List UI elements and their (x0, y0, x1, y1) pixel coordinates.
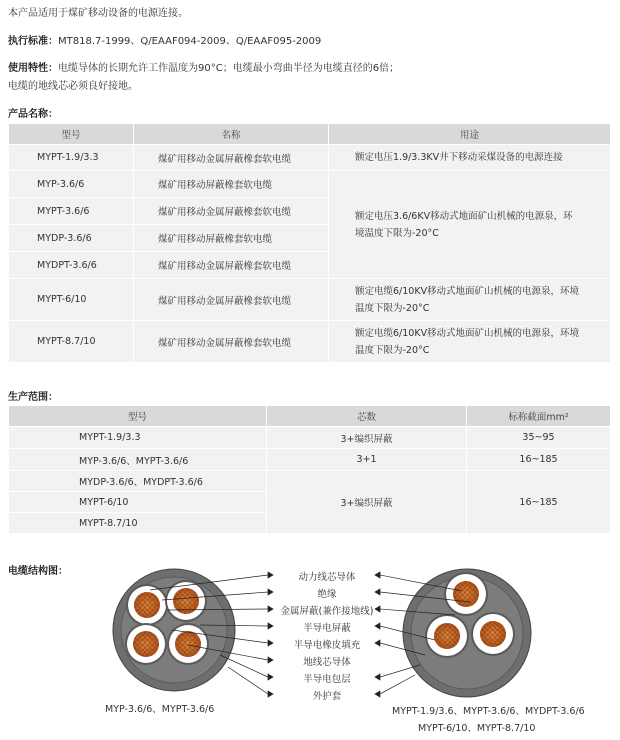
label-semi-conductive-shield: 半导电屏蔽 (303, 623, 351, 634)
cell-model: MYPT-1.9/3.3 (9, 145, 134, 171)
cell-model: MYDP-3.6/6 (9, 225, 134, 252)
cell-model: MYPT-8.7/10 (9, 513, 267, 534)
table-row (9, 145, 611, 171)
table-row (9, 471, 611, 492)
standard-value: MT818.7-1999、Q/EAAF094-2009、Q/EAAF095-2009 (58, 36, 322, 47)
cell-name: 煤矿用移动屏蔽橡套软电缆 (134, 225, 329, 252)
intro-text: 本产品适用于煤矿移动设备的电源连接。 (8, 8, 188, 19)
cell-name: 煤矿用移动屏蔽橡套软电缆 (134, 171, 329, 198)
label-semi-conductive-filler: 半导电橡皮填充 (293, 640, 361, 651)
structure-title: 电缆结构图： (8, 566, 68, 577)
cell-cores: 3+编织屏蔽 (267, 471, 467, 534)
right-cable-cross-section (403, 569, 531, 697)
cell-section: 35~95 (467, 427, 611, 449)
cell-cores: 3+1 (267, 449, 467, 471)
table-row (9, 321, 611, 363)
left-cable-caption: MYP-3.6/6、MYPT-3.6/6 (105, 704, 215, 715)
cell-cores: 3+编织屏蔽 (267, 427, 467, 449)
usage-line (8, 59, 399, 74)
cell-use: 额定电缆6/10KV移动式地面矿山机械的电源泉，环境 温度下限为-20°C (329, 279, 611, 321)
power-core (126, 584, 168, 626)
usage-text-2: 电缆的地线芯必须良好接地。 (8, 81, 138, 92)
label-insulation: 绝缘 (317, 589, 337, 600)
header-use: 用途 (329, 124, 611, 145)
cell-name: 煤矿用移动金属屏蔽橡套软电缆 (134, 321, 329, 363)
cell-model: MYDP-3.6/6、MYDPT-3.6/6 (9, 471, 267, 492)
label-outer-sheath: 外护套 (312, 691, 342, 702)
label-ground-conductor: 地线芯导体 (303, 657, 351, 668)
cell-model: MYPT-6/10 (9, 492, 267, 513)
power-core (125, 623, 167, 665)
table-row (9, 449, 611, 471)
cell-name: 煤矿用移动金属屏蔽橡套软电缆 (134, 145, 329, 171)
table-row (9, 427, 611, 449)
header-name: 名称 (134, 124, 329, 145)
range-table (8, 405, 611, 534)
cell-use: 额定电缆6/10KV移动式地面矿山机械的电源泉，环境 温度下限为-20°C (329, 321, 611, 363)
cell-model: MYPT-1.9/3.3 (9, 427, 267, 449)
power-core (444, 572, 488, 616)
range-header-row (9, 406, 611, 427)
header-model: 型号 (9, 124, 134, 145)
cell-use: 额定电压3.6/6KV移动式地面矿山机械的电源泉，环 境温度下限为-20°C (329, 171, 611, 279)
label-power-conductor: 动力线芯导体 (298, 572, 356, 583)
usage-text-1: 电缆导体的长期允许工作温度为90°C；电缆最小弯曲半径为电缆直径的6倍； (58, 63, 400, 74)
cell-model: MYPT-8.7/10 (9, 321, 134, 363)
standard-label: 执行标准： (8, 36, 58, 47)
power-core (165, 580, 207, 622)
cell-model: MYP-3.6/6、MYPT-3.6/6 (9, 449, 267, 471)
range-title: 生产范围： (8, 392, 58, 403)
ground-core (167, 623, 209, 665)
products-title: 产品名称： (8, 109, 58, 120)
usage-label: 使用特性： (8, 63, 58, 74)
cell-model: MYPT-6/10 (9, 279, 134, 321)
header-model: 型号 (9, 406, 267, 427)
cell-section: 16~185 (467, 449, 611, 471)
products-table (8, 123, 611, 363)
cell-use: 额定电压1.9/3.3KV井下移动采煤设备的电源连接 (329, 145, 611, 171)
right-cable-caption-1: MYPT-1.9/3.6、MYPT-3.6/6、MYDPT-3.6/6 (392, 706, 585, 717)
power-core (425, 614, 469, 658)
header-cores: 芯数 (267, 406, 467, 427)
table-row (9, 171, 611, 198)
cell-model: MYDPT-3.6/6 (9, 252, 134, 279)
label-metal-shield: 金属屏蔽(兼作接地线) (280, 606, 374, 617)
table-row (9, 279, 611, 321)
products-header-row (9, 124, 611, 145)
standard-line (8, 32, 321, 47)
cell-name: 煤矿用移动金属屏蔽橡套软电缆 (134, 198, 329, 225)
cell-name: 煤矿用移动金属屏蔽橡套软电缆 (134, 252, 329, 279)
cell-name: 煤矿用移动金属屏蔽橡套软电缆 (134, 279, 329, 321)
cell-model: MYP-3.6/6 (9, 171, 134, 198)
label-semi-conductive-wrap: 半导电包层 (303, 674, 351, 685)
power-core (471, 612, 515, 656)
cell-section: 16~185 (467, 471, 611, 534)
cell-model: MYPT-3.6/6 (9, 198, 134, 225)
header-section: 标称截面mm² (467, 406, 611, 427)
right-cable-caption-2: MYPT-6/10、MYPT-8.7/10 (418, 723, 536, 734)
